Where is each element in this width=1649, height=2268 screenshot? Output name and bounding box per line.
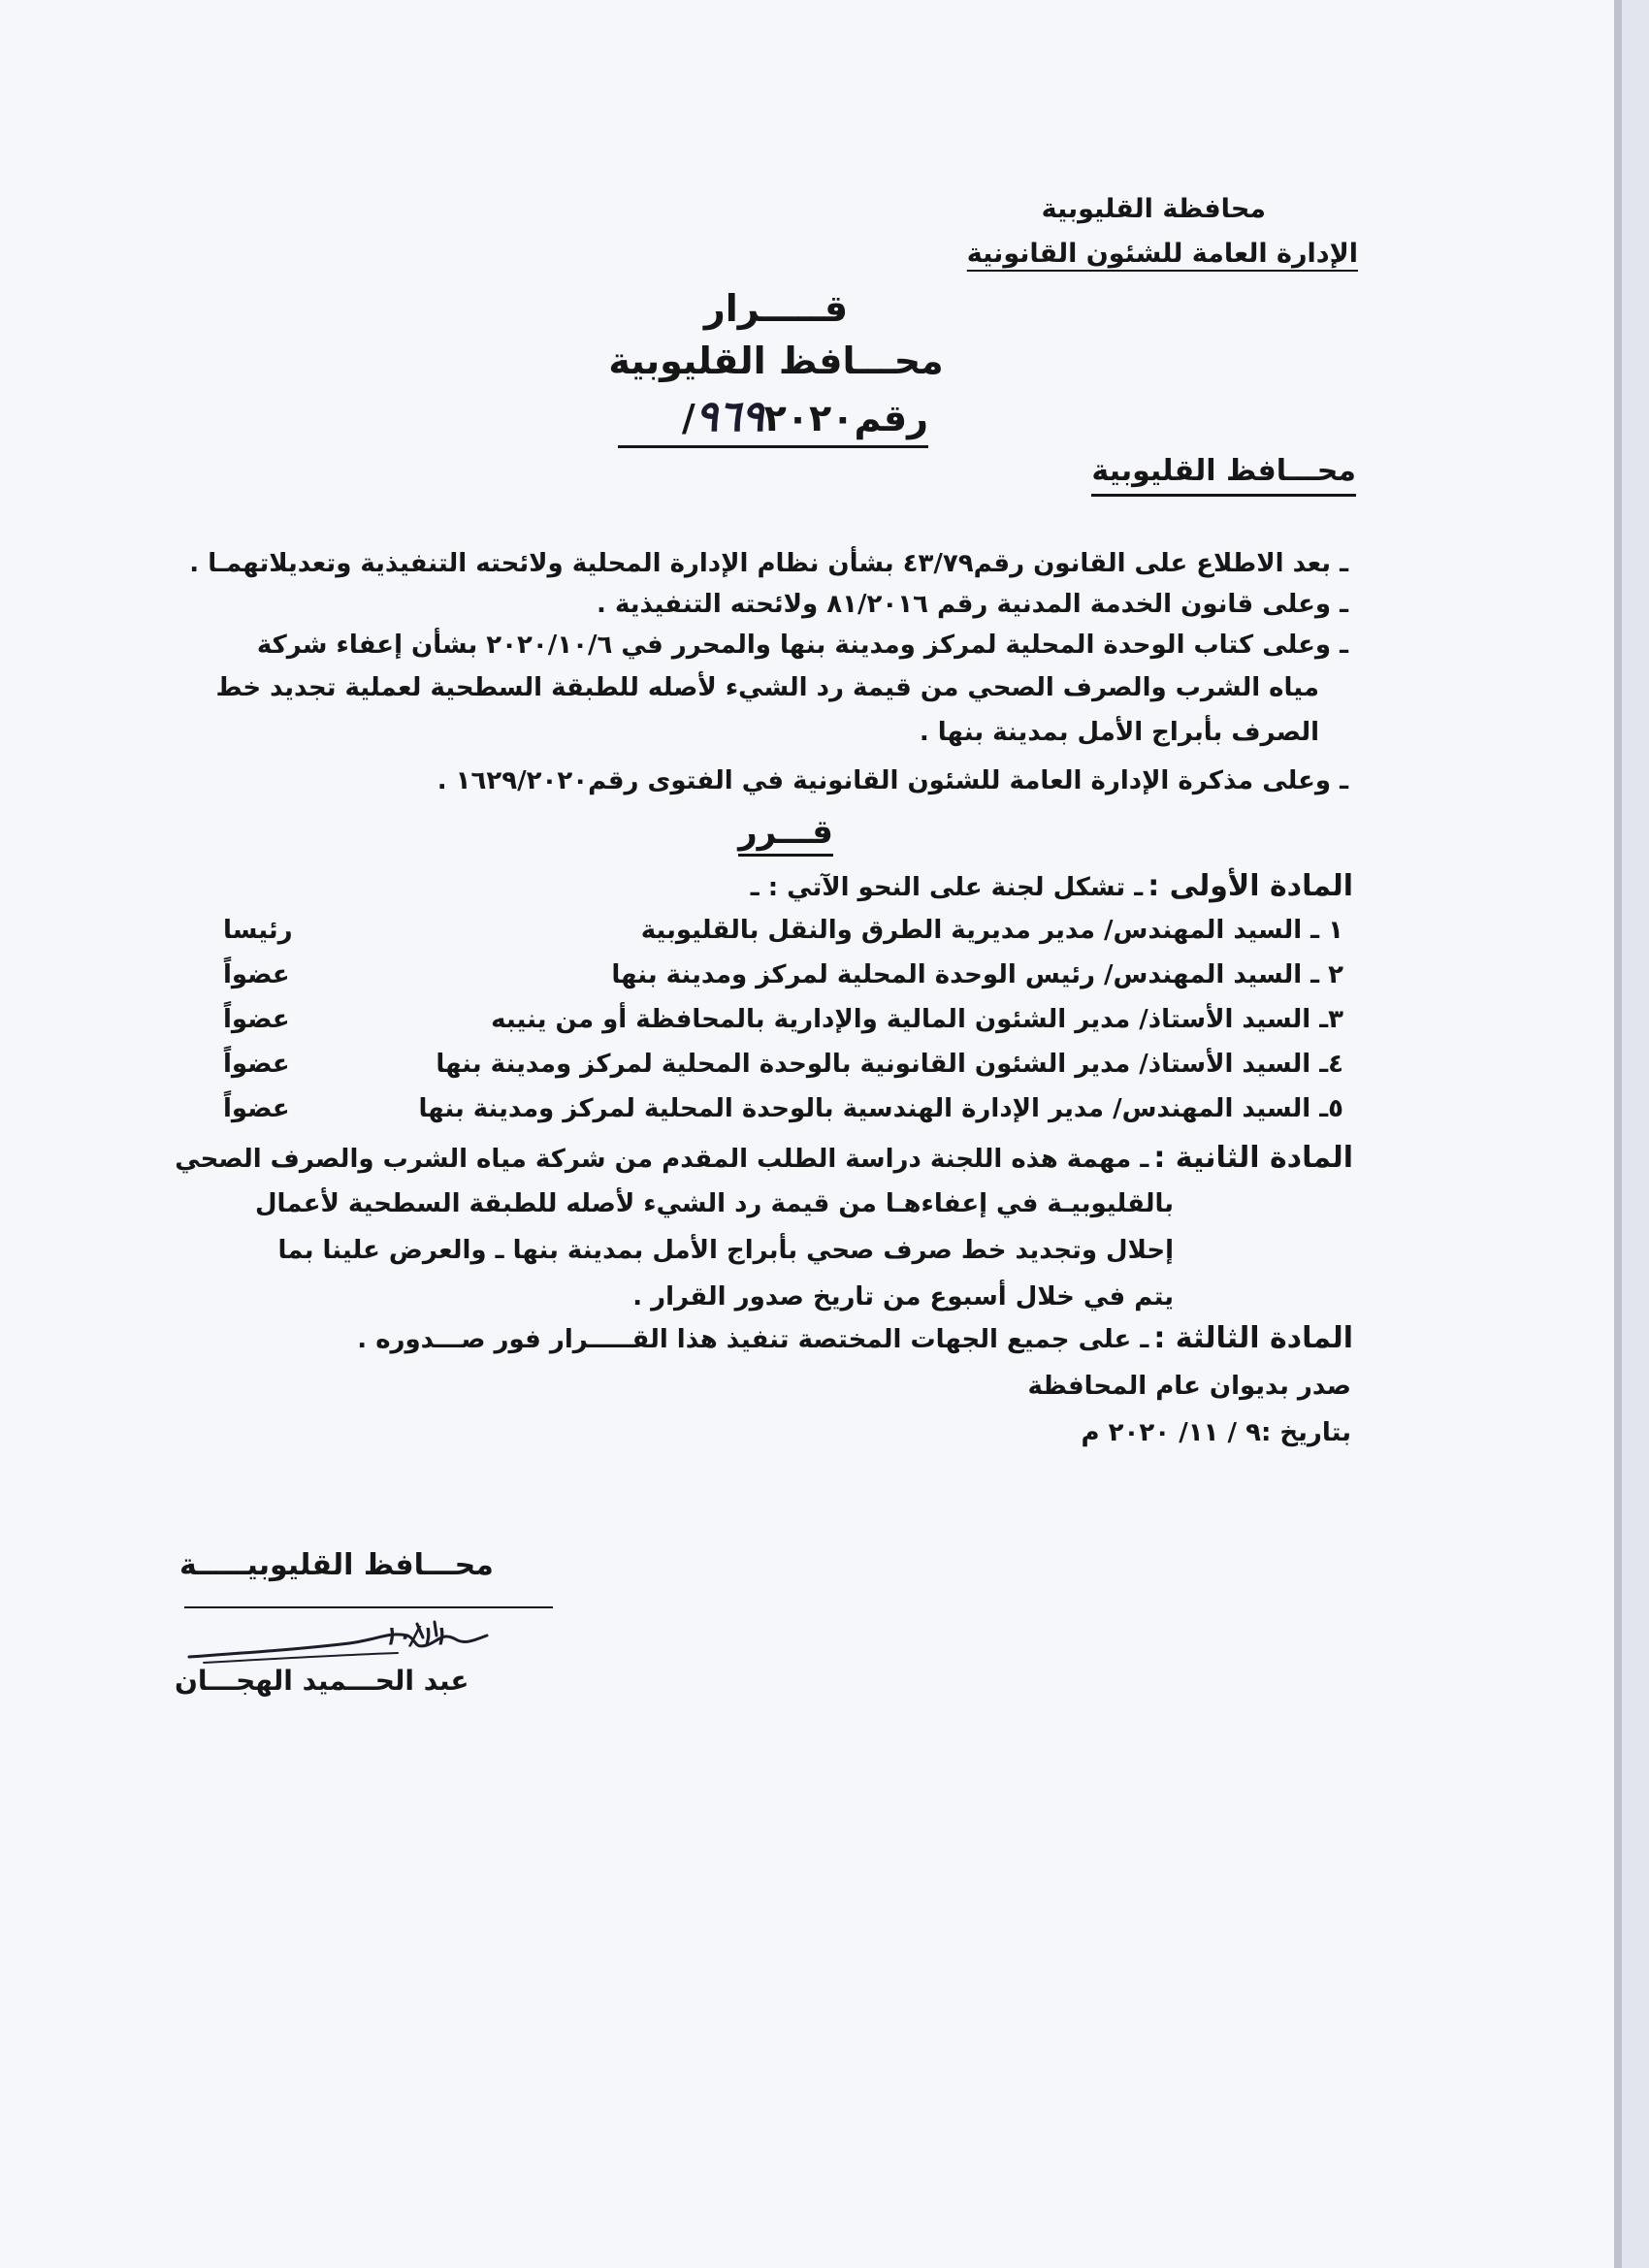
member-1: ١ ـ السيد المهندس/ مدير مديرية الطرق والنقل بالقليوبية: [640, 916, 1343, 945]
member-1-role: رئيسا: [223, 916, 293, 945]
article-1-label: المادة الأولى :: [1148, 869, 1353, 903]
signature-handwritten-date: ١٠/١١: [383, 1622, 447, 1651]
member-3: ٣ـ السيد الأستاذ/ مدير الشئون المالية والإدارية بالمحافظة أو من ينيبه: [491, 1005, 1343, 1034]
preamble-line-3: ـ وعلى كتاب الوحدة المحلية لمركز ومدينة بنها والمحرر في ٢٠٢٠/١٠/٦ بشأن إعفاء شركة: [256, 631, 1348, 660]
addressee: محـــافظ القليوبية: [1091, 454, 1356, 497]
decision-number-year: ٢٠٢٠/: [681, 397, 855, 439]
issue-date: بتاريخ :٩ / ١١/ ٢٠٢٠ م: [1081, 1418, 1351, 1447]
scanner-margin: [1622, 0, 1649, 2268]
article-1: [751, 869, 1353, 903]
preamble-line-4: مياه الشرب والصرف الصحي من قيمة رد الشيء لأصله للطبقة السطحية لعملية تجديد خط: [215, 673, 1319, 702]
article-3: [357, 1321, 1353, 1355]
article-3-text: ـ على جميع الجهات المختصة تنفيذ هذا القـــــرار فور صـــدوره .: [357, 1325, 1149, 1354]
member-4-role: عضواً: [223, 1050, 290, 1079]
decision-number: [618, 392, 928, 448]
article-2-label: المادة الثانية :: [1153, 1141, 1353, 1175]
header-department: الإدارة العامة للشئون القانونية: [966, 239, 1358, 269]
member-3-role: عضواً: [223, 1005, 290, 1034]
article-2-line-3: إحلال وتجديد خط صرف صحي بأبراج الأمل بمدينة بنها ـ والعرض علينا بما: [277, 1236, 1174, 1265]
article-2-line-4: يتم في خلال أسبوع من تاريخ صدور القرار .: [632, 1282, 1174, 1312]
signature-name: عبد الحـــميد الهجـــان: [175, 1665, 469, 1697]
issued-at: صدر بديوان عام المحافظة: [1027, 1372, 1351, 1401]
signature-title: محـــافظ القليوبيـــــة: [179, 1548, 494, 1582]
header-governorate: محافظة القليوبية: [1041, 194, 1266, 224]
signature-underline: [184, 1606, 553, 1608]
article-3-label: المادة الثالثة :: [1153, 1321, 1353, 1355]
preamble-line-1: ـ بعد الاطلاع على القانون رقم٤٣/٧٩ بشأن نظام الإدارة المحلية ولائحته التنفيذية وتعديلاتهمـا .: [189, 549, 1348, 578]
article-1-text: ـ تشكل لجنة على النحو الآتي : ـ: [750, 873, 1144, 902]
decision-number-prefix: رقم: [854, 397, 928, 439]
preamble-line-6: ـ وعلى مذكرة الإدارة العامة للشئون القانونية في الفتوى رقم١٦٢٩/٢٠٢٠ .: [436, 766, 1348, 795]
decision-number-handwritten: ٩٦٩: [695, 392, 764, 441]
decided-heading: [0, 813, 1571, 852]
handwritten-signature-icon: [184, 1610, 572, 1665]
article-2-line-1: ـ مهمة هذه اللجنة دراسة الطلب المقدم من شركة مياه الشرب والصرف الصحي: [175, 1145, 1149, 1174]
preamble-line-2: ـ وعلى قانون الخدمة المدنية رقم ٨١/٢٠١٦ ولائحته التنفيذية .: [597, 590, 1348, 619]
member-4: ٤ـ السيد الأستاذ/ مدير الشئون القانونية بالوحدة المحلية لمركز ومدينة بنها: [436, 1050, 1343, 1079]
article-2-line-2: بالقليوبيـة في إعفاءهـا من قيمة رد الشيء لأصله للطبقة السطحية لأعمال: [254, 1189, 1174, 1218]
decision-issuer: محـــافظ القليوبية: [608, 340, 944, 382]
member-5-role: عضواً: [223, 1094, 290, 1123]
member-2-role: عضواً: [223, 960, 290, 989]
member-2: ٢ ـ السيد المهندس/ رئيس الوحدة المحلية لمركز ومدينة بنها: [611, 960, 1343, 989]
page-edge-shadow: [1614, 0, 1622, 2268]
preamble-line-5: الصرف بأبراج الأمل بمدينة بنها .: [919, 718, 1319, 747]
decision-title: قـــــرار: [703, 287, 849, 330]
member-5: ٥ـ السيد المهندس/ مدير الإدارة الهندسية بالوحدة المحلية لمركز ومدينة بنها: [418, 1094, 1343, 1123]
article-2: [175, 1141, 1353, 1175]
decided-text: قـــرر: [738, 813, 833, 857]
